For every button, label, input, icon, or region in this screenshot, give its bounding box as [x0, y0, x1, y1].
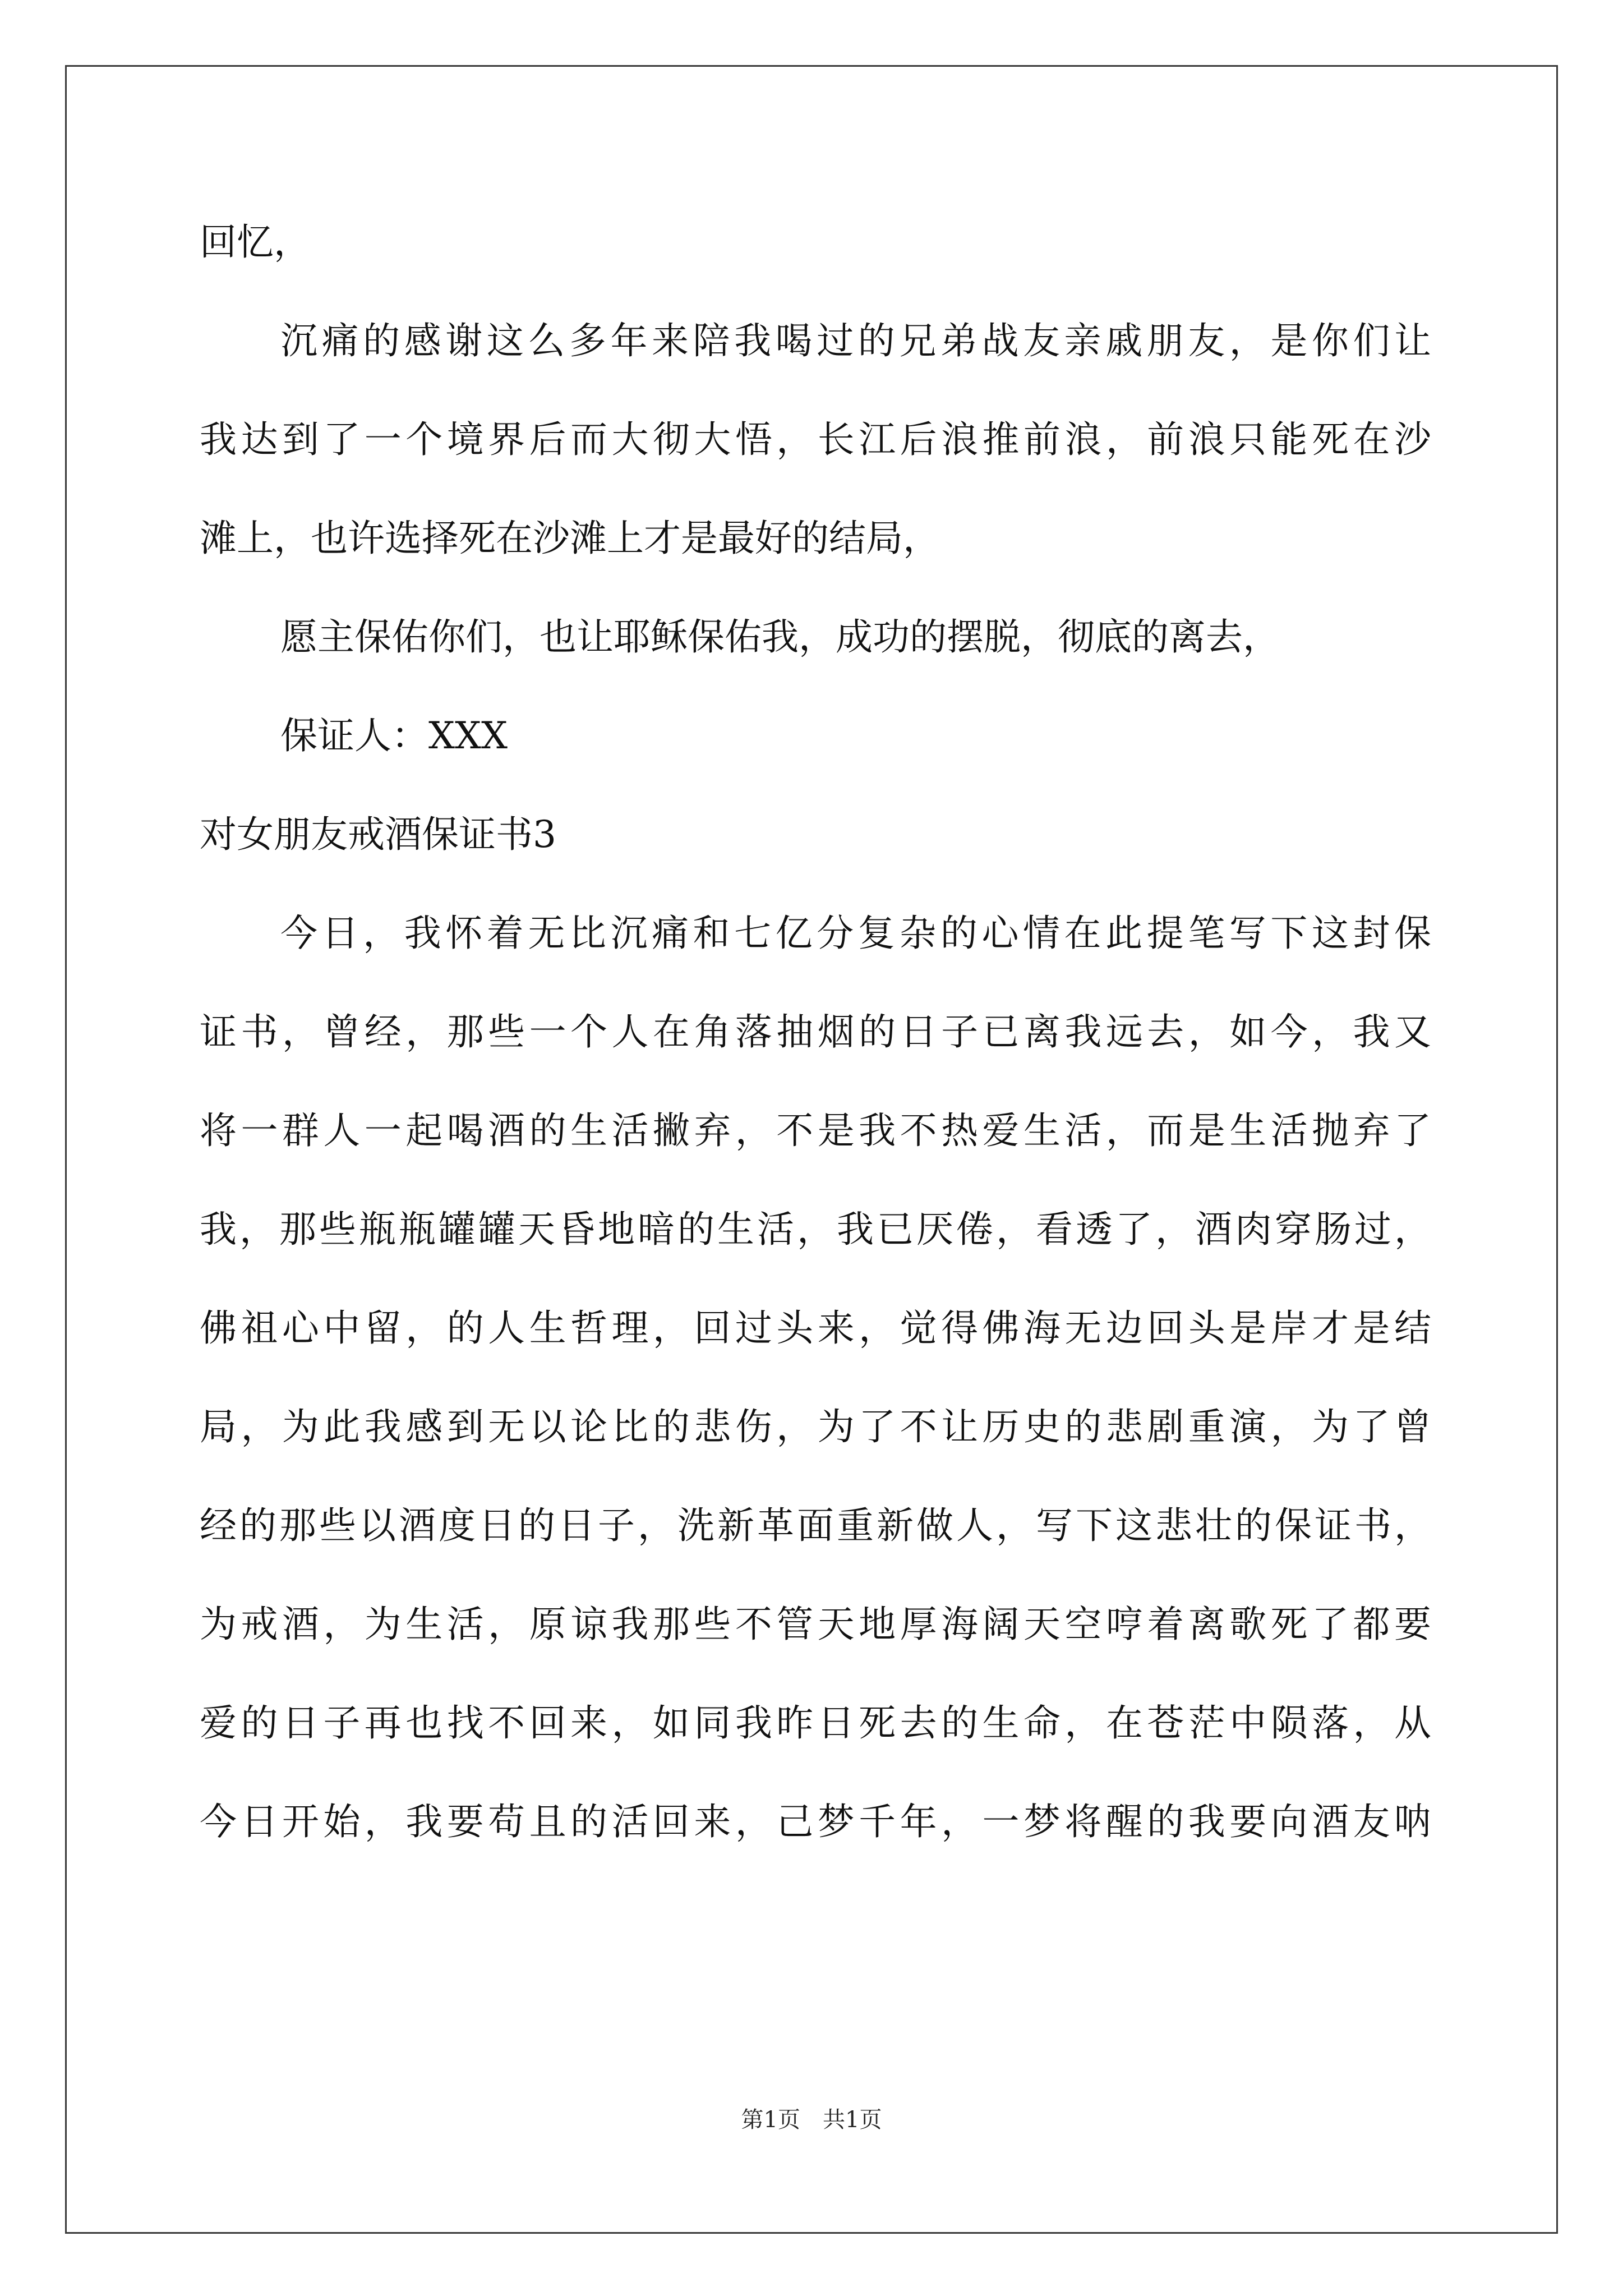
- text-line: 经的那些以酒度日的日子，洗新革面重新做人，写下这悲壮的保证书，: [200, 1504, 1431, 1547]
- signature-line: 保证人：XXX: [280, 714, 508, 757]
- text-line: 将一群人一起喝酒的生活撇弃，不是我不热爱生活，而是生活抛弃了: [200, 1109, 1431, 1152]
- page-number: 第1页 共1页: [741, 2107, 882, 2133]
- text-line: 局，为此我感到无以论比的悲伤，为了不让历史的悲剧重演，为了曾: [200, 1405, 1431, 1448]
- text-line: 证书，曾经，那些一个人在角落抽烟的日子已离我远去，如今，我又: [200, 1010, 1431, 1053]
- text-line: 佛祖心中留，的人生哲理，回过头来，觉得佛海无边回头是岸才是结: [200, 1306, 1431, 1350]
- paragraph-line: 沉痛的感谢这么多年来陪我喝过的兄弟战友亲戚朋友，是你们让: [280, 319, 1431, 362]
- paragraph-line: 愿主保佑你们，也让耶稣保佑我，成功的摆脱，彻底的离去，: [280, 615, 1280, 659]
- text-line: 为戒酒，为生活，原谅我那些不管天地厚海阔天空哼着离歌死了都要: [200, 1603, 1431, 1646]
- text-line: 我达到了一个境界后而大彻大悟，长江后浪推前浪，前浪只能死在沙: [200, 418, 1431, 461]
- text-line: 回忆，: [200, 220, 311, 264]
- text-line: 滩上，也许选择死在沙滩上才是最好的结局，: [200, 517, 940, 560]
- paragraph-line: 今日，我怀着无比沉痛和七亿分复杂的心情在此提笔写下这封保: [280, 912, 1431, 955]
- text-line: 爱的日子再也找不回来，如同我昨日死去的生命，在苍茫中陨落，从: [200, 1701, 1431, 1745]
- section-heading: 对女朋友戒酒保证书3: [200, 813, 556, 856]
- text-line: 我，那些瓶瓶罐罐天昏地暗的生活，我已厌倦，看透了，酒肉穿肠过，: [200, 1208, 1431, 1251]
- text-line: 今日开始，我要苟且的活回来，己梦千年，一梦将醒的我要向酒友呐: [200, 1800, 1431, 1843]
